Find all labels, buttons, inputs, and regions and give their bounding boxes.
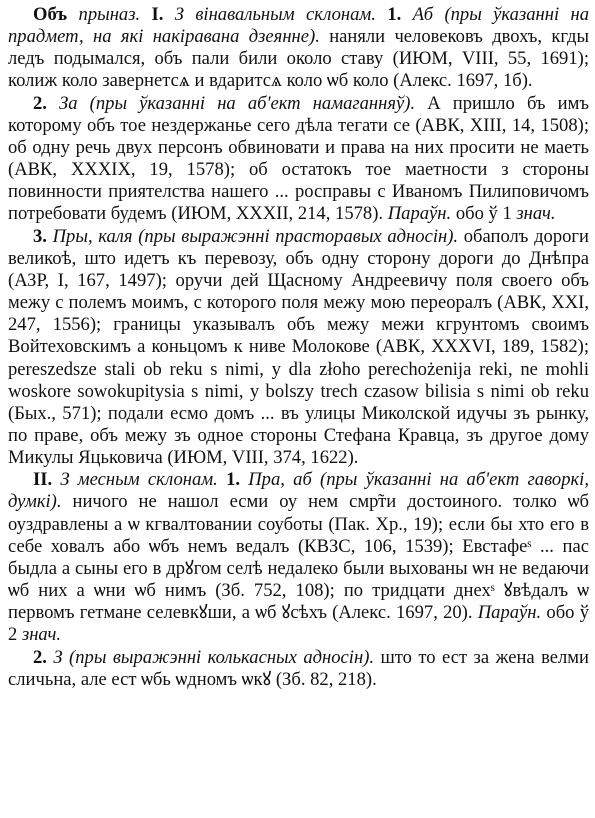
entry-text: [140, 4, 151, 25]
entry-text: [67, 4, 78, 25]
entry-text: што то ест за жена велми сличьна, але ест ѡбь ѡдномъ ѡкꙋ (Зб. 82, 218).: [8, 646, 590, 690]
entry-gloss: Пры, каля (пры выражэнні прасторавых адносін).: [52, 225, 459, 247]
entry-text: [163, 4, 174, 25]
entry-gloss: Параўн.: [477, 602, 542, 624]
entry-text: ничого не нашол есми оу нем смр̃ти достоиного. толко ѡб оуздравлены а ѡ кгвалтовании соуботы (Пак. Хр., 19); если бы хто его в себе ховалъ або ѡбъ немъ ведалъ (КВЗС, 106, 1539); Евстафеˢ ... пас быдла а сыны его в дрꙋгом селѣ недалеко были выхованы ѡн не ведаючи ѡб них а ѡни ѡб нимъ (Зб. 752, 108); по тридцати днехˢ ꙋвѣдалъ ѡ первомъ гетмане селевкꙋши, а ѡб ꙋсѣхъ (Алекс. 1697, 20).: [8, 491, 589, 624]
entry-gloss: Пра, аб (пры ўказанні на аб'ект гаворкі, думкі).: [8, 469, 590, 513]
entry-paragraph: [8, 226, 589, 470]
entry-text: обо ў 1: [451, 203, 517, 225]
entry-text: [376, 4, 387, 25]
entry-gloss: За (пры ўказанні на аб'ект намаганняў).: [59, 92, 416, 114]
entry-number: 2.: [33, 92, 47, 114]
entry-text: [240, 469, 248, 490]
entry-paragraph: [8, 93, 589, 226]
entry-text: обаполъ дороги великоѣ, што идетъ къ перевозу, объ одну сторону дороги до Днѣпра (АЗР, I, 167, 1497); оручи дей Щасному Андреевичу поля своего объ межу с полемъ моимъ, с которого поля межу мою переоралъ (АВК, XXI, 247, 1556); границы указывалъ объ межу межи кгрунтомъ своимъ Войтеховскимъ а коньцомъ к ниве Молокове (АВК, XXXVI, 189, 1582); pereszedsze stali ob reku s nimi, y dla złoho perechożenija reki, ne mohli woskore sowokupitysia s nimi, y bolszy trech czasow bilisia s nimi ob reku (Бых., 571); подали есмо домъ ... въ улицы Миколской идучы зъ рынку, по праве, объ межу зъ одное стороны Стефана Кравца, зъ другое дому Микулы Яцьковича (ИЮМ, VIII, 374, 1622).: [8, 225, 589, 469]
entry-number: 3.: [33, 225, 47, 247]
entry-text: обо ў 2: [8, 602, 589, 646]
entry-gloss: Аб (пры ўказанні на прадмет, на які накіравана дзеянне).: [8, 4, 590, 48]
entry-gloss: Параўн.: [387, 203, 452, 225]
entry-gloss: З вінавальным склонам.: [174, 4, 376, 25]
entry-gloss: З месным склонам.: [60, 469, 218, 491]
entry-number: II.: [33, 469, 53, 491]
entry-gloss: знач.: [516, 203, 556, 225]
entry-number: 1.: [387, 4, 402, 25]
dictionary-entry: [8, 4, 589, 691]
entry-paragraph: [8, 469, 589, 646]
entry-gloss: знач.: [21, 624, 62, 646]
entry-number: 2.: [33, 646, 47, 668]
entry-gloss: З (пры выражэнні колькасных адносін).: [53, 646, 375, 668]
entry-paragraph: [8, 4, 589, 93]
entry-text: [218, 469, 226, 490]
entry-number: Объ: [33, 4, 68, 25]
entry-number: I.: [151, 4, 164, 25]
entry-number: 1.: [226, 469, 241, 491]
entry-text: А пришло бъ имъ которому объ тое нездержанье сего дѣла тегати се (АВК, XIII, 14, 1508); об одну речь двух персонъ обвиновати и права на них просити не маеть (АВК, XXXIX, 19, 1578); об остатокъ тое маетности з стороны повинности приятелства нашего ... росправы с Иваномъ Пилиповичомъ потребовати будемъ (ИЮМ, XXXII, 214, 1578).: [8, 92, 589, 225]
entry-text: наняли человековъ двохъ, кгды ледъ подымался, объ пали били около ставу (ИЮМ, VIII, 55, 1691); колиж коло завернетсѧ и вдаритсѧ коло ѡб коло (Алекс. 1697, 1б).: [8, 26, 590, 92]
entry-text: [401, 4, 412, 25]
entry-text: [47, 93, 59, 114]
entry-gloss: прыназ.: [78, 4, 141, 25]
entry-paragraph: [8, 647, 589, 691]
